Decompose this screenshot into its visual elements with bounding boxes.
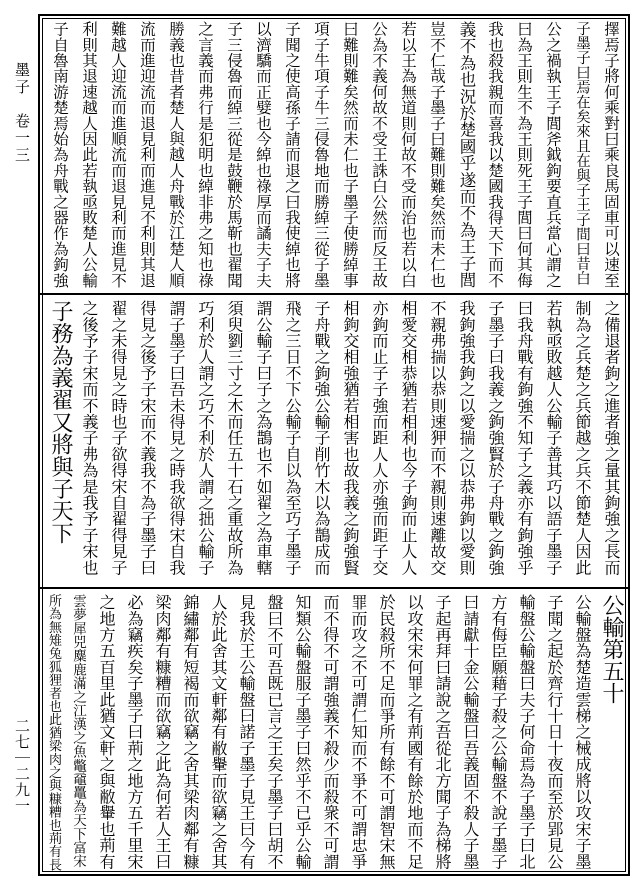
text-column: 飛之三日不下公輸子自以為至巧子墨子 bbox=[283, 300, 302, 576]
text-column: 擇焉子將何乘對曰乘良馬固車可以速至 bbox=[602, 21, 620, 288]
text-column: 不親弗揣以恭則速狎而不親則速離故交 bbox=[428, 300, 447, 576]
text-column: 項子牛項子牛三侵魯地而勝綽三從子墨 bbox=[312, 21, 330, 288]
text-column: 若執亟敗越人公輸子善其巧以語子墨子 bbox=[544, 300, 563, 576]
text-column: 曰難則難矣然而未仁也子墨子使勝綽事 bbox=[341, 21, 359, 288]
text-column: 而不得不可謂強義不殺少而殺衆不可謂 bbox=[321, 594, 340, 870]
text-column: 以攻宋宋何罪之有荊國有餘於地而不足 bbox=[405, 594, 424, 870]
text-column: 利則其退速越人因此若執亟敗楚人公輸 bbox=[80, 21, 98, 288]
text-column: 必為竊疾矣子墨子曰荊之地方五千里宋 bbox=[125, 594, 144, 870]
text-column: 子三侵魯而綽三從是鼓鞭於馬靳也翟聞 bbox=[225, 21, 243, 288]
page-number: 二七｜二九一 bbox=[13, 718, 31, 814]
text-column: 亦鉤而止子子強而距人人亦強而距子交 bbox=[370, 300, 389, 576]
text-column: 我也殺我親而喜我以楚國我得天下而不 bbox=[486, 21, 504, 288]
text-column: 所為無雉兔狐狸者也此猶梁肉之與糠糟也荊有長 bbox=[46, 594, 61, 872]
text-column: 子墨子曰焉在矣來且在與子王子間曰昔白 bbox=[574, 21, 590, 286]
text-column: 須臾劉三寸之木而任五十石之重故所為 bbox=[225, 300, 244, 576]
text-column: 子墨子曰我義之鉤強賢於子舟戰之鉤強 bbox=[486, 300, 505, 576]
text-column: 方有侮臣願藉子殺之公輸盤不說子墨子 bbox=[489, 594, 508, 870]
text-column: 謂公輸子曰子之為鵲也不如翟之為車轄 bbox=[254, 300, 273, 576]
text-column: 梁肉鄰有糠糟而欲竊之此為何若人王曰 bbox=[153, 594, 172, 870]
text-column: 流而進迎流而退見利而進見不利則其退 bbox=[138, 21, 156, 288]
text-column: 得見之後予子宋而不義我不為子墨子曰 bbox=[138, 300, 157, 576]
text-column: 曰我舟戰有鉤強不知子之義亦有鉤強乎 bbox=[515, 300, 534, 576]
text-section-middle bbox=[40, 296, 628, 584]
text-column: 輸盤公輸盤曰夫子何命焉為子墨子曰北 bbox=[517, 594, 536, 870]
text-column: 巧利於人謂之巧不利於人謂之拙公輸子 bbox=[196, 300, 215, 576]
text-column: 子聞之使高孫子請而退之曰我使綽也將 bbox=[283, 21, 301, 288]
text-column: 子聞之起於齊行十日十夜而至於郢見公 bbox=[545, 594, 564, 870]
text-column: 於民殺所不足而爭所有餘不可謂智宋無 bbox=[377, 594, 396, 870]
text-column: 公之禍執王子閭斧鉞鉤要直兵當心謂之 bbox=[544, 21, 562, 288]
section-divider bbox=[40, 293, 628, 295]
text-column: 子起再拜曰請說之吾從北方聞子為梯將 bbox=[433, 594, 452, 870]
text-column: 子自魯南游楚焉始為舟戰之器作為鉤強 bbox=[51, 21, 69, 288]
page-margin bbox=[8, 0, 34, 889]
text-column: 義不為也況於楚國乎遂而不為王子閭 bbox=[457, 21, 476, 289]
book-title: 墨子 卷一三 bbox=[13, 62, 31, 164]
text-column: 雲夢犀兕麋鹿滿之江漢之魚鼈黿鼉為天下富宋 bbox=[70, 594, 86, 868]
text-column: 曰請獻十金公輸盤曰吾義固不殺人子墨 bbox=[461, 594, 480, 870]
text-column: 子舟戰之鉤強公輸子削竹木以為鵲成而 bbox=[312, 300, 331, 576]
text-column: 盤曰不可吾既已言之王矣子墨子曰胡不 bbox=[265, 594, 284, 870]
text-column: 公輸盤為楚造雲梯之械成將以攻宋子墨 bbox=[573, 594, 592, 870]
text-column: 罪而攻之不可謂仁知而不爭不可謂忠爭 bbox=[349, 594, 368, 870]
chapter-heading: 公輸第五十 bbox=[599, 594, 624, 704]
text-column: 相鉤交相強猶若相害也故我義之鉤強賢 bbox=[341, 300, 360, 576]
text-column: 見我於王公輸盤曰諾子墨子見王曰今有 bbox=[237, 594, 256, 870]
text-column: 錦繡鄰有短褐而欲竊之舍其梁肉鄰有糠 bbox=[181, 594, 200, 870]
text-column: 難越人迎流而進順流而退見利而進見不 bbox=[109, 21, 127, 288]
text-column: 謂子墨子曰吾未得見之時我欲得宋自我 bbox=[167, 300, 186, 576]
text-column: 相愛交相恭猶若相利也今子鉤而止人人 bbox=[399, 300, 418, 576]
text-column: 制為之兵楚之兵節越之兵不節楚人因此 bbox=[573, 300, 592, 576]
section-divider bbox=[40, 587, 628, 589]
text-column: 之備退者鉤之進者強之量其鉤強之長而 bbox=[602, 300, 621, 576]
text-column: 子務為義翟又將與子天下 bbox=[48, 300, 73, 545]
text-column: 曰為王則生不為王則死王子閭曰何其侮 bbox=[515, 21, 533, 288]
text-section-bottom bbox=[40, 590, 628, 873]
text-column: 以濟驕而正嬖也今綽也祿厚而譎夫子夫 bbox=[254, 21, 272, 288]
text-column: 公為不義何故不受王誅白公然而反王故 bbox=[370, 21, 388, 288]
text-column: 我鉤強我鉤之以愛揣之以恭弗鉤以愛則 bbox=[457, 300, 476, 576]
text-column: 勝義也昔者楚人與越人舟戰於江楚人順 bbox=[167, 21, 185, 288]
text-column: 翟之未得見之時也子欲得宋自翟得見子 bbox=[109, 300, 128, 576]
text-column: 豈不仁哉子墨子曰難則難矣然而未仁也 bbox=[428, 21, 446, 288]
text-column: 之後予子宋而不義子弗為是我予子宋也 bbox=[80, 300, 99, 576]
text-section-top bbox=[40, 17, 628, 292]
text-column: 知類公輸盤服子墨子曰然乎不已乎公輸 bbox=[293, 594, 312, 870]
text-column: 之言義而弗行是犯明也綽非弗之知也祿 bbox=[196, 21, 214, 288]
text-column: 若以王為無道則何故不受而治也若以白 bbox=[399, 21, 417, 288]
text-column: 人於此舍其文軒鄰有敝轝而欲竊之舍其 bbox=[209, 594, 228, 870]
text-column: 之地方五百里此猶文軒之與敝轝也荊有 bbox=[97, 594, 116, 870]
